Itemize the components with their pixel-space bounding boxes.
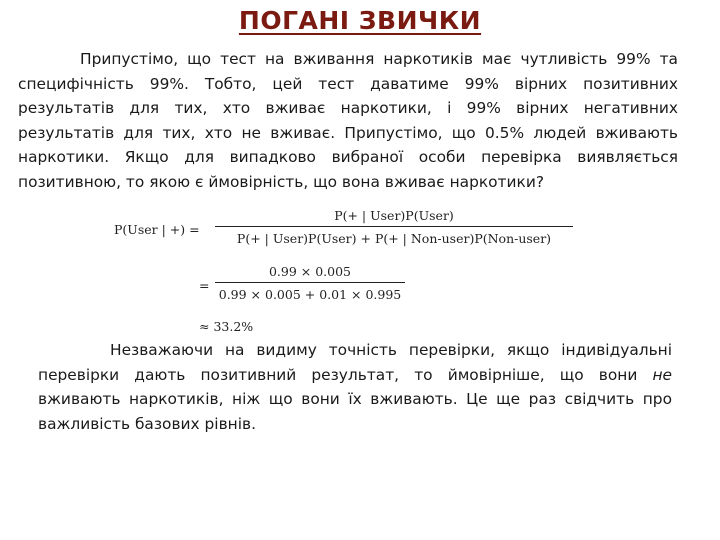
formula-lhs: P(User | +) = — [114, 222, 200, 237]
formula-denominator-symbolic: P(+ | User)P(User) + P(+ | Non-user)P(Non-user) — [236, 231, 552, 246]
conclusion-paragraph — [38, 338, 672, 436]
slide-title: ПОГАНІ ЗВИЧКИ — [238, 6, 482, 35]
problem-paragraph: Припустімо, що тест на вживання наркотиків має чутливість 99% та специфічність 99%. Тобто, цей тест даватиме 99% вірних позитивних результатів для тих, хто вживає наркотики, і 99% вірних негативних результатів для тих, хто не вживає. Припустімо, що 0.5% людей вживають наркотики. Якщо для випадково вибраної особи перевірка виявляється позитивною, то якою є ймовірність, що вона вживає наркотики? — [18, 50, 678, 191]
conclusion-text-end: вживають наркотиків, ніж що вони їх вживають. Це ще раз свідчить про важливість базових рівнів. — [38, 390, 672, 433]
conclusion-emphasis: не — [652, 365, 672, 384]
formula-equals-sign: = — [199, 278, 210, 293]
conclusion-text-start: Незважаючи на видиму точність перевірки, якщо індивідуальні перевірки дають позитивний результат, то ймовірніше, що вони — [38, 341, 672, 384]
formula-fraction-numeric — [215, 264, 405, 302]
formula-denominator-numeric: 0.99 × 0.005 + 0.01 × 0.995 — [218, 287, 402, 302]
formula-numerator-numeric: 0.99 × 0.005 — [268, 264, 352, 279]
formula-result: ≈ 33.2% — [199, 319, 254, 334]
formula-numerator-symbolic: P(+ | User)P(User) — [334, 208, 454, 223]
formula-fraction-symbolic — [215, 208, 573, 246]
